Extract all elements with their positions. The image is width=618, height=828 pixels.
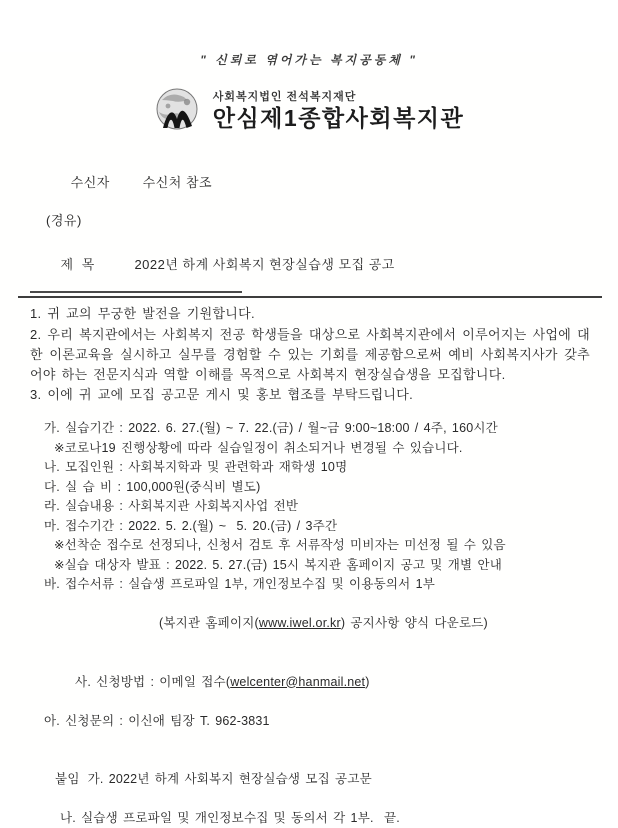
- detail-selection-note: ※선착순 접수로 선정되나, 신청서 검토 후 서류작성 미비자는 미선정 될 수 있음: [54, 536, 592, 556]
- recipient-row: [46, 154, 618, 211]
- org-slogan: " 신뢰로 엮어가는 복지공동체 ": [0, 52, 618, 68]
- detail-website-note: [128, 595, 592, 654]
- email-link: welcenter@hanmail.net: [230, 675, 365, 689]
- detail-documents: 바. 접수서류 : 실습생 프로파일 1부, 개인정보수집 및 이용동의서 1부: [44, 575, 592, 595]
- website-note-suffix: ) 공지사항 양식 다운로드): [341, 616, 488, 630]
- detail-contact: 아. 신청문의 : 이신애 팀장 T. 962-3831: [44, 712, 592, 732]
- org-title-block: [213, 90, 464, 132]
- org-logo-icon: [154, 86, 204, 136]
- body-paragraph-2: 2. 우리 복지관에서는 사회복지 전공 학생들을 대상으로 사회복지관에서 이루어지는 사업에 대한 이론교육을 실시하고 실무를 경험할 수 있는 기회를 제공함으로써 예비 사회복지사가 갖추어야 하는 전문지식과 역할 이해를 목적으로 사회복지 현장실습생을 모집합니다.: [30, 325, 590, 385]
- detail-application-period: 마. 접수기간 : 2022. 5. 2.(월) ~ 5. 20.(금) / 3주간: [44, 517, 592, 537]
- via-row: (경유): [46, 211, 618, 230]
- subject-underline: [30, 291, 242, 293]
- attachments-section: [0, 750, 592, 828]
- recruitment-details: [0, 419, 592, 731]
- attachments-label: 붙임: [55, 772, 80, 786]
- body-text: [30, 304, 590, 405]
- website-note-prefix: (복지관 홈페이지(: [159, 616, 259, 630]
- apply-method-suffix: ): [365, 675, 369, 689]
- detail-announcement-note: ※실습 대상자 발표 : 2022. 5. 27.(금) 15시 복지관 홈페이지 공고 및 개별 안내: [54, 556, 592, 576]
- attachment-item-1: 가. 2022년 하계 사회복지 현장실습생 모집 공고문: [88, 772, 372, 786]
- body-paragraph-3: 3. 이에 귀 교에 모집 공고문 게시 및 홍보 협조를 부탁드립니다.: [30, 385, 590, 405]
- org-foundation-name: 사회복지법인 전석복지재단: [213, 90, 464, 104]
- org-header: [0, 85, 618, 137]
- recipient-label: 수신자: [71, 173, 143, 192]
- subject-value: 2022년 하계 사회복지 현장실습생 모집 공고: [134, 257, 394, 272]
- org-name: 안심제1종합사회복지관: [213, 104, 464, 132]
- detail-training-period: 가. 실습기간 : 2022. 6. 27.(월) ~ 7. 22.(금) / 월~금 9:00~18:00 / 4주, 160시간: [44, 419, 592, 439]
- apply-method-prefix: 사. 신청방법 : 이메일 접수(: [75, 675, 230, 689]
- attachment-line-1: [24, 750, 592, 809]
- detail-apply-method: [44, 653, 592, 712]
- detail-contents: 라. 실습내용 : 사회복지관 사회복지사업 전반: [44, 497, 592, 517]
- detail-recruit-count: 나. 모집인원 : 사회복지학과 및 관련학과 재학생 10명: [44, 458, 592, 478]
- recipient-value: 수신처 참조: [143, 175, 212, 190]
- detail-covid-note: ※코로나19 진행상황에 따라 실습일정이 취소되거나 변경될 수 있습니다.: [54, 439, 592, 459]
- website-link: www.iwel.or.kr: [259, 616, 341, 630]
- detail-fee: 다. 실 습 비 : 100,000원(중식비 별도): [44, 478, 592, 498]
- subject-row: [44, 239, 618, 290]
- scanned-document-page: [0, 52, 618, 770]
- body-paragraph-1: 1. 귀 교의 무궁한 발전을 기원합니다.: [30, 304, 590, 324]
- header-divider: [18, 296, 602, 298]
- subject-label: 제 목: [60, 256, 134, 273]
- document-meta: [46, 154, 618, 230]
- attachment-line-2: 나. 실습생 프로파일 및 개인정보수집 및 동의서 각 1부. 끝.: [60, 809, 592, 828]
